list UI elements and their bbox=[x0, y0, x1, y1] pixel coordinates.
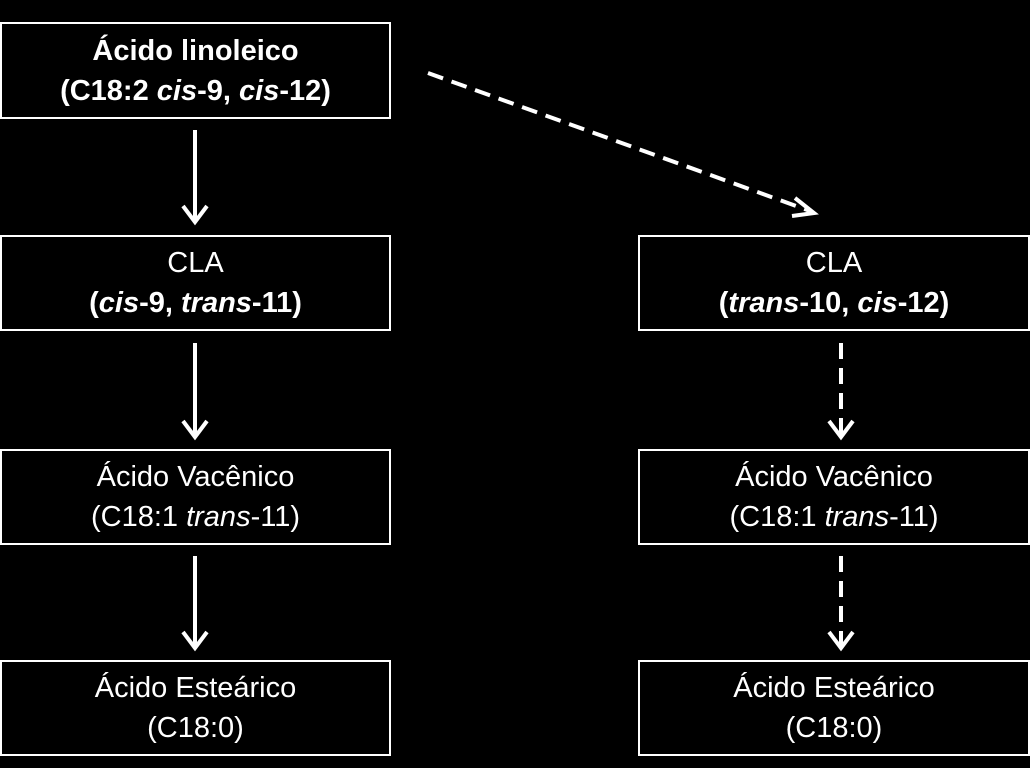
node-title: Ácido Esteárico bbox=[733, 672, 935, 704]
node-formula: (trans-10, cis-12) bbox=[718, 287, 950, 319]
dashed-arrow-vacenico-to-estearico-right bbox=[829, 556, 853, 648]
node-formula: (cis-9, trans-11) bbox=[89, 287, 302, 319]
arrow-vacenico-to-estearico-left bbox=[183, 556, 207, 648]
node-acido-linoleico bbox=[0, 22, 391, 119]
arrow-cla-c9t11-to-vacenico bbox=[183, 343, 207, 437]
node-cla-trans10-cis12 bbox=[638, 235, 1030, 331]
node-title: CLA bbox=[167, 247, 224, 279]
dashed-arrow-cla-t10c12-to-vacenico bbox=[829, 343, 853, 437]
node-acido-vacenico-right bbox=[638, 449, 1030, 545]
node-acido-estearico-left bbox=[0, 660, 391, 756]
node-formula: (C18:2 cis-9, cis-12) bbox=[60, 74, 331, 107]
node-formula: (C18:1 trans-11) bbox=[729, 501, 939, 533]
dashed-arrow-linoleico-to-cla-t10c12 bbox=[428, 73, 814, 216]
node-title: CLA bbox=[805, 247, 863, 279]
node-cla-cis9-trans11 bbox=[0, 235, 391, 331]
node-title: Ácido Esteárico bbox=[94, 672, 297, 704]
node-acido-estearico-right bbox=[638, 660, 1030, 756]
node-title: Ácido Vacênico bbox=[735, 461, 933, 493]
node-title: Ácido linoleico bbox=[92, 34, 299, 67]
node-acido-vacenico-left bbox=[0, 449, 391, 545]
node-formula: (C18:1 trans-11) bbox=[90, 501, 300, 533]
arrow-linoleico-to-cla-c9t11 bbox=[183, 130, 207, 222]
node-title: Ácido Vacênico bbox=[96, 461, 295, 493]
node-formula: (C18:0) bbox=[147, 712, 244, 744]
node-formula: (C18:0) bbox=[785, 712, 883, 744]
